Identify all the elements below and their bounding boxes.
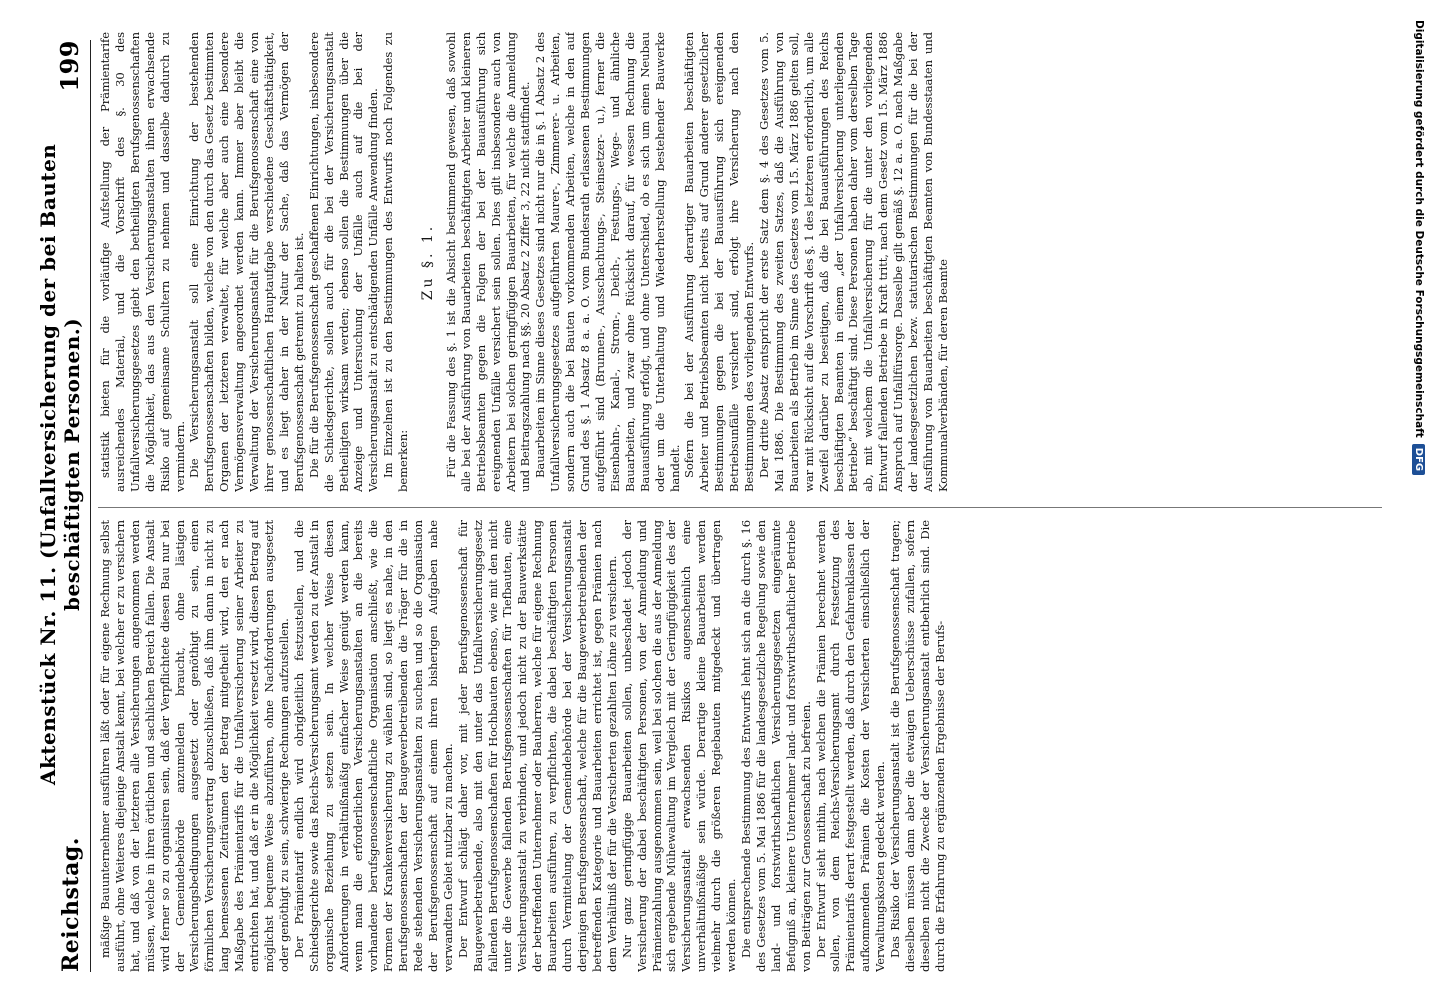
- paragraph: Der Prämientarif endlich wird obrigkeitlich festzustellen, und die Schiedsgerichte sowie das Reichs-Versicherungsamt werden zu der Anstalt in organische Beziehung zu setzen sein. In welcher Weise diesen Anforderungen in verhältnißmäßig einfacher Weise genügt werden kann, wenn man die erforderlichen Versicherungsanstalten an die bereits vorhandene berufsgenossenschaftliche Organisation anschließt, wie die Formen der Krankenversicherung zu wählen sind, so liegt es nahe, in den Berufsgenossenschaften der Baugewerbetreibenden die Träger für die in Rede stehenden Versicherungsanstalten zu suchen und so die Organisation der Berufsgenossenschaft auf einem ihren bisherigen Aufgaben nahe verwandten Gebiet nutzbar zu machen.: [291, 520, 455, 972]
- header-title: Aktenstück Nr. 11. (Unfallversicherung der bei Bauten beschäftigten Personen.): [36, 143, 84, 786]
- page-number: 199: [55, 40, 84, 92]
- paragraph: Die entsprechende Bestimmung des Entwurfs lehnt sich an die durch §. 16 des Gesetzes vom 5. Mai 1886 für die landesgesetzliche Regelung sowie den land- und forstwirthschaftlichen Versicherungsgesetzen eingeräumte Befugniß an, kleinere Unternehmer land- und forstwirthschaftlicher Betriebe von Beiträgen zur Genossenschaft zu befreien.: [738, 520, 813, 972]
- paragraph: Der Entwurf sieht mithin, nach welchen die Prämien berechnet werden sollen, von dem Reichs-Versicherungsamt durch Festsetzung des Prämientarifs derart festgestellt werden, daß durch den Gefahrenklassen der aufkommenden Prämien die Kosten der Versicherten einschließlich der Verwaltungskosten gedeckt werden.: [813, 520, 888, 972]
- paragraph: mäßige Bauunternehmer ausführen läßt oder für eigene Rechnung selbst ausführt, ohne Weiteres diejenige Anstalt kennt, bei welcher er zu versichern hat, und daß von der letzteren alle Versicherungen angenommen werden müssen, welche in ihren örtlichen und sachlichen Bereich fallen. Die Anstalt wird ferner so zu organisiren sein, daß der Verpflichtete diesen Bau nur bei der Gemeindebehörde anzumelden braucht, ohne lästigen Versicherungsbedingungen ausgesetzt oder genöthigt zu sein, einen förmlichen Versicherungsvertrag abzuschließen, daß ihm dann in nicht zu lang bemessenen Zeiträumen der Betrag mitgetheilt wird, den er nach Maßgabe des Prämientarifs für die Unfallversicherung seiner Arbeiter zu entrichten hat, und daß er in die Möglichkeit versetzt wird, diesen Betrag auf möglichst bequeme Weise abzuführen, ohne Nachforderungen ausgesetzt oder genöthigt zu sein, schwierige Rechnungen aufzustellen.: [98, 520, 291, 972]
- header-left: Reichstag.: [58, 837, 84, 972]
- right-column: [98, 32, 1382, 492]
- watermark-text: Digitalisierung gefördert durch die Deutsche Forschungsgemeinschaft: [1413, 20, 1425, 438]
- paragraph: Das Risiko der Versicherungsanstalt ist die Berufsgenossenschaft tragen; dieselben müssen dann aber die etwaigen Ueberschüsse zufallen, sofern dieselben nicht die Zwecke der Versicherungsanstalt entbehrlich sind. Die durch die Erfahrung zu ergänzenden Ergebnisse der Berufs-: [888, 520, 947, 972]
- column-divider: [98, 507, 1382, 508]
- left-column: [98, 520, 1382, 972]
- paragraph: statistik bieten für die vorläufige Aufstellung der Prämientarife ausreichendes Material, und die Vorschrift des §. 30 des Unfallversicherungsgesetzes giebt den betheiligten Berufsgenossenschaften die Möglichkeit, das aus den Versicherungsanstalten ihnen erwachsende Risiko auf gemeinsame Schultern zu nehmen und dasselbe dadurch zu vermindern.: [98, 32, 187, 492]
- paragraph: Für die Fassung des §. 1 ist die Absicht bestimmend gewesen, daß sowohl alle bei der Ausführung von Bauarbeiten beschäftigten Arbeiter und kleineren Betriebsbeamten gegen die Folgen der bei der Bauausführung sich ereignenden Unfälle versichert sein sollen. Dies gilt insbesondere auch von Arbeitern bei solchen geringfügigen Bauarbeiten, für welche die Anmeldung und Beitragszahlung nach §§. 20 Absatz 2 Ziffer 3, 22 nicht stattfindet.: [443, 32, 533, 492]
- paragraph: Der dritte Absatz entspricht der erste Satz dem §. 4 des Gesetzes vom 5. Mai 1886. Die Bestimmung des zweiten Satzes, daß die Ausführung von Bauarbeiten als Betrieb im Sinne des Gesetzes vom 15. März 1886 gelten soll, war mit Rücksicht auf die Vorschrift des §. 1 des letzteren erforderlich, um alle Zweifel darüber zu beseitigen, daß die bei Bauausführungen des Reichs beschäftigten Beamten in einem „der Unfallversicherung unterliegenden Betriebe“ beschäftigt sind. Diese Personen haben daher vom derselben Tage ab, mit welchem die Unfallversicherung für die unter den vorliegenden Entwurf fallenden Betriebe in Kraft tritt, nach dem Gesetz vom 15. März 1886 Anspruch auf Unfallfürsorge. Dasselbe gilt gemäß §. 12 a. a. O. nach Maßgabe der landesgesetzlichen bezw. statutarischen Bestimmungen für die bei der Ausführung von Bauarbeiten beschäftigten Beamten von Bundesstaaten und Kommunalverbänden, für deren Beamte: [756, 32, 950, 492]
- paragraph: Die für die Berufsgenossenschaft geschaffenen Einrichtungen, insbesondere die Schiedsgerichte, sollen auch für die bei der Versicherungsanstalt Betheiligten wirksam werden; ebenso sollen die Bestimmungen über die Anzeige und Untersuchung der Unfälle auch auf die bei der Versicherungsanstalt zu entschädigenden Unfälle Anwendung finden.: [306, 32, 381, 492]
- section-heading: Zu §. 1.: [420, 223, 437, 301]
- running-header: [36, 40, 91, 972]
- paragraph: Bauarbeiten im Sinne dieses Gesetzes sind nicht nur die in §. 1 Absatz 2 des Unfallversicherungsgesetzes aufgeführten Maurer-, Zimmerer- u. Arbeiten, sondern auch die bei Bauten vorkommenden Arbeiten, welche in den auf Grund des §. 1 Absatz 8 a. a. O. vom Bundesrath erlassenen Bestimmungen aufgeführt sind (Brunnen-, Ausschachtungs-, Steinsetzer- u.), ferner die Eisenbahn-, Kanal-, Strom-, Deich-, Festungs-, Wege- und ähnliche Bauarbeiten, und zwar ohne Rücksicht darauf, für wessen Rechnung die Bauausführung erfolgt, und ohne Unterschied, ob es sich um einen Neubau oder um die Unterhaltung und Wiederherstellung bestehender Bauwerke handelt.: [533, 32, 682, 492]
- dfg-logo: DFG: [1413, 444, 1426, 475]
- paragraph: Im Einzelnen ist zu den Bestimmungen des Entwurfs noch Folgendes zu bemerken:: [381, 32, 411, 492]
- paragraph: Nur ganz geringfügige Bauarbeiten sollen, unbeschadet jedoch der Versicherung der dabei beschäftigten Personen, von der Anmeldung und Prämienzahlung ausgenommen sein, weil bei solchen die aus der Anmeldung sich ergebende Mühewaltung im Vergleich mit der Geringfügigkeit des der Versicherungsanstalt erwachsenden Risikos augenscheinlich eine unverhältnißmäßige sein würde. Derartige kleine Bauarbeiten werden vielmehr durch die größeren Regiebauten mitgedeckt und übertragen werden können.: [619, 520, 739, 972]
- paragraph: Der Entwurf schlägt daher vor, mit jeder Berufsgenossenschaft für Baugewerbetreibende, also mit den unter das Unfallversicherungsgesetz fallenden Berufsgenossenschaften für Hochbauten ebenso, wie mit den nicht unter die Gewerbe fallenden Berufsgenossenschaften für Tiefbauten, eine Versicherungsanstalt zu verbinden, und jedoch nicht zu der Bauwerkstätte der betreffenden Unternehmer oder Bauherren, welche für eigene Rechnung Bauarbeiten ausführen, zu verpflichten, die dabei beschäftigten Personen durch Vermittelung der Gemeindebehörde bei der Versicherungsanstalt derjenigen Berufsgenossenschaft, welche für die Baugewerbetreibenden der betreffenden Kategorie und Bauarbeiten errichtet ist, gegen Prämien nach dem Verhältniß der für die Versicherten gezahlten Löhne zu versichern.: [455, 520, 619, 972]
- dfg-watermark: [1410, 20, 1428, 980]
- paragraph: Die Versicherungsanstalt soll eine Einrichtung der bestehenden Berufsgenossenschaften bilden, welche von den durch das Gesetz bestimmten Organen der letzteren verwaltet, für welche aber auch eine besondere Vermögensverwaltung angeordnet werden kann. Immer aber bleibt die Verwaltung der Versicherungsanstalt für die Berufsgenossenschaft eine von ihrer genossenschaftlichen Hauptaufgabe verschiedene Geschäftsthätigkeit, und es liegt daher in der Natur der Sache, daß das Vermögen der Berufsgenossenschaft getrennt zu halten ist.: [187, 32, 306, 492]
- paragraph: Sofern die bei der Ausführung derartiger Bauarbeiten beschäftigten Arbeiter und Betriebsbeamten nicht bereits auf Grund anderer gesetzlicher Bestimmungen gegen die bei der Bauausführung sich ereignenden Betriebsunfälle versichert sind, erfolgt ihre Versicherung nach den Bestimmungen des vorliegenden Entwurfs.: [682, 32, 757, 492]
